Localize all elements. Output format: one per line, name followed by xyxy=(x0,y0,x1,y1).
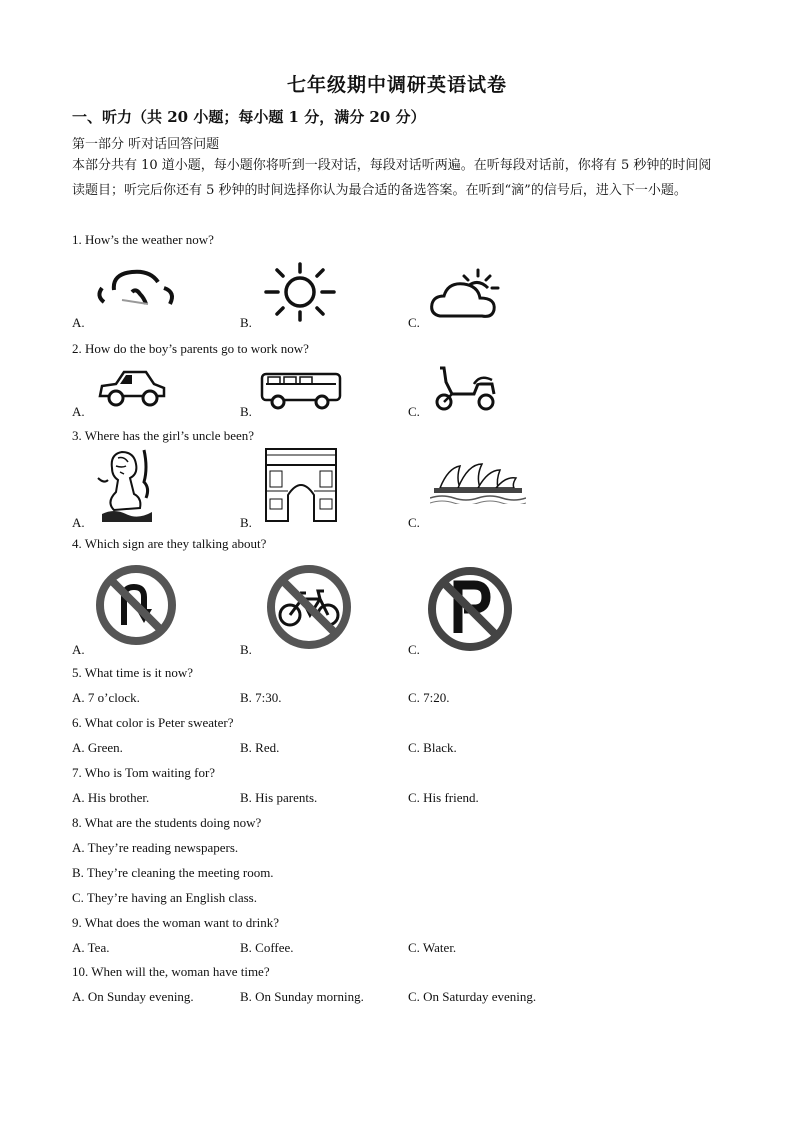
cloudy-icon xyxy=(92,262,182,322)
sun-icon xyxy=(262,262,338,322)
no-parking-sign-icon xyxy=(426,565,514,653)
q4-option-c[interactable]: C. xyxy=(408,642,420,657)
question-4: 4. Which sign are they talking about? xyxy=(72,536,267,551)
q1-option-a[interactable]: A. xyxy=(72,315,85,330)
q7-option-c[interactable]: C. His friend. xyxy=(408,790,479,805)
q3-option-a[interactable]: A. xyxy=(72,515,85,530)
q10-option-c[interactable]: C. On Saturday evening. xyxy=(408,989,537,1004)
q9-option-a[interactable]: A. Tea. xyxy=(72,940,110,955)
q6-option-a[interactable]: A. Green. xyxy=(72,740,123,755)
sun-behind-cloud-icon xyxy=(428,268,504,322)
q7-option-b[interactable]: B. His parents. xyxy=(240,790,318,805)
q6-option-c[interactable]: C. Black. xyxy=(408,740,457,755)
car-icon xyxy=(96,366,168,410)
question-2: 2. How do the boy’s parents go to work now? xyxy=(72,341,309,356)
question-6: 6. What color is Peter sweater? xyxy=(72,715,234,730)
q3-option-c[interactable]: C. xyxy=(408,515,420,530)
part-title: 第一部分 听对话回答问题 xyxy=(72,137,220,152)
page-title: 七年级期中调研英语试卷 xyxy=(286,74,507,96)
q10-option-a[interactable]: A. On Sunday evening. xyxy=(72,989,194,1004)
q2-option-b[interactable]: B. xyxy=(240,404,252,419)
question-5: 5. What time is it now? xyxy=(72,665,194,680)
q5-option-b[interactable]: B. 7:30. xyxy=(240,690,282,705)
q9-option-c[interactable]: C. Water. xyxy=(408,940,457,955)
q2-option-a[interactable]: A. xyxy=(72,404,85,419)
q3-option-b[interactable]: B. xyxy=(240,515,252,530)
question-7: 7. Who is Tom waiting for? xyxy=(72,765,216,780)
q8-option-c[interactable]: C. They’re having an English class. xyxy=(72,890,257,905)
section-heading: 一、听力（共 20 小题；每小题 1 分，满分 20 分） xyxy=(72,108,426,126)
q4-option-b[interactable]: B. xyxy=(240,642,252,657)
q4-option-a[interactable]: A. xyxy=(72,642,85,657)
q8-option-a[interactable]: A. They’re reading newspapers. xyxy=(72,840,239,855)
q5-option-c[interactable]: C. 7:20. xyxy=(408,690,450,705)
q10-option-b[interactable]: B. On Sunday morning. xyxy=(240,989,364,1004)
q7-option-a[interactable]: A. His brother. xyxy=(72,790,150,805)
question-3: 3. Where has the girl’s uncle been? xyxy=(72,428,255,443)
q5-option-a[interactable]: A. 7 o’clock. xyxy=(72,690,140,705)
arc-de-triomphe-icon xyxy=(262,445,340,523)
sydney-opera-house-icon xyxy=(430,460,526,504)
q9-option-b[interactable]: B. Coffee. xyxy=(240,940,294,955)
merlion-statue-icon xyxy=(94,448,158,526)
q2-option-c[interactable]: C. xyxy=(408,404,420,419)
q8-option-b[interactable]: B. They’re cleaning the meeting room. xyxy=(72,865,274,880)
question-9: 9. What does the woman want to drink? xyxy=(72,915,279,930)
question-10: 10. When will the, woman have time? xyxy=(72,964,270,979)
q1-option-b[interactable]: B. xyxy=(240,315,252,330)
question-1: 1. How’s the weather now? xyxy=(72,232,214,247)
instructions: 本部分共有 10 道小题，每小题你将听到一段对话，每段对话听两遍。在听每段对话前，你将有 5 秒钟的时间阅读题目；听完后你还有 5 秒钟的时间选择你认为最合适的备选答案。在听到“滴”的信号后，进入下一小题。 xyxy=(72,158,712,198)
no-u-turn-sign-icon xyxy=(94,563,178,647)
question-8: 8. What are the students doing now? xyxy=(72,815,262,830)
scooter-icon xyxy=(430,364,498,412)
no-bicycles-sign-icon xyxy=(262,563,356,651)
bus-icon xyxy=(258,368,344,412)
q6-option-b[interactable]: B. Red. xyxy=(240,740,280,755)
q1-option-c[interactable]: C. xyxy=(408,315,420,330)
